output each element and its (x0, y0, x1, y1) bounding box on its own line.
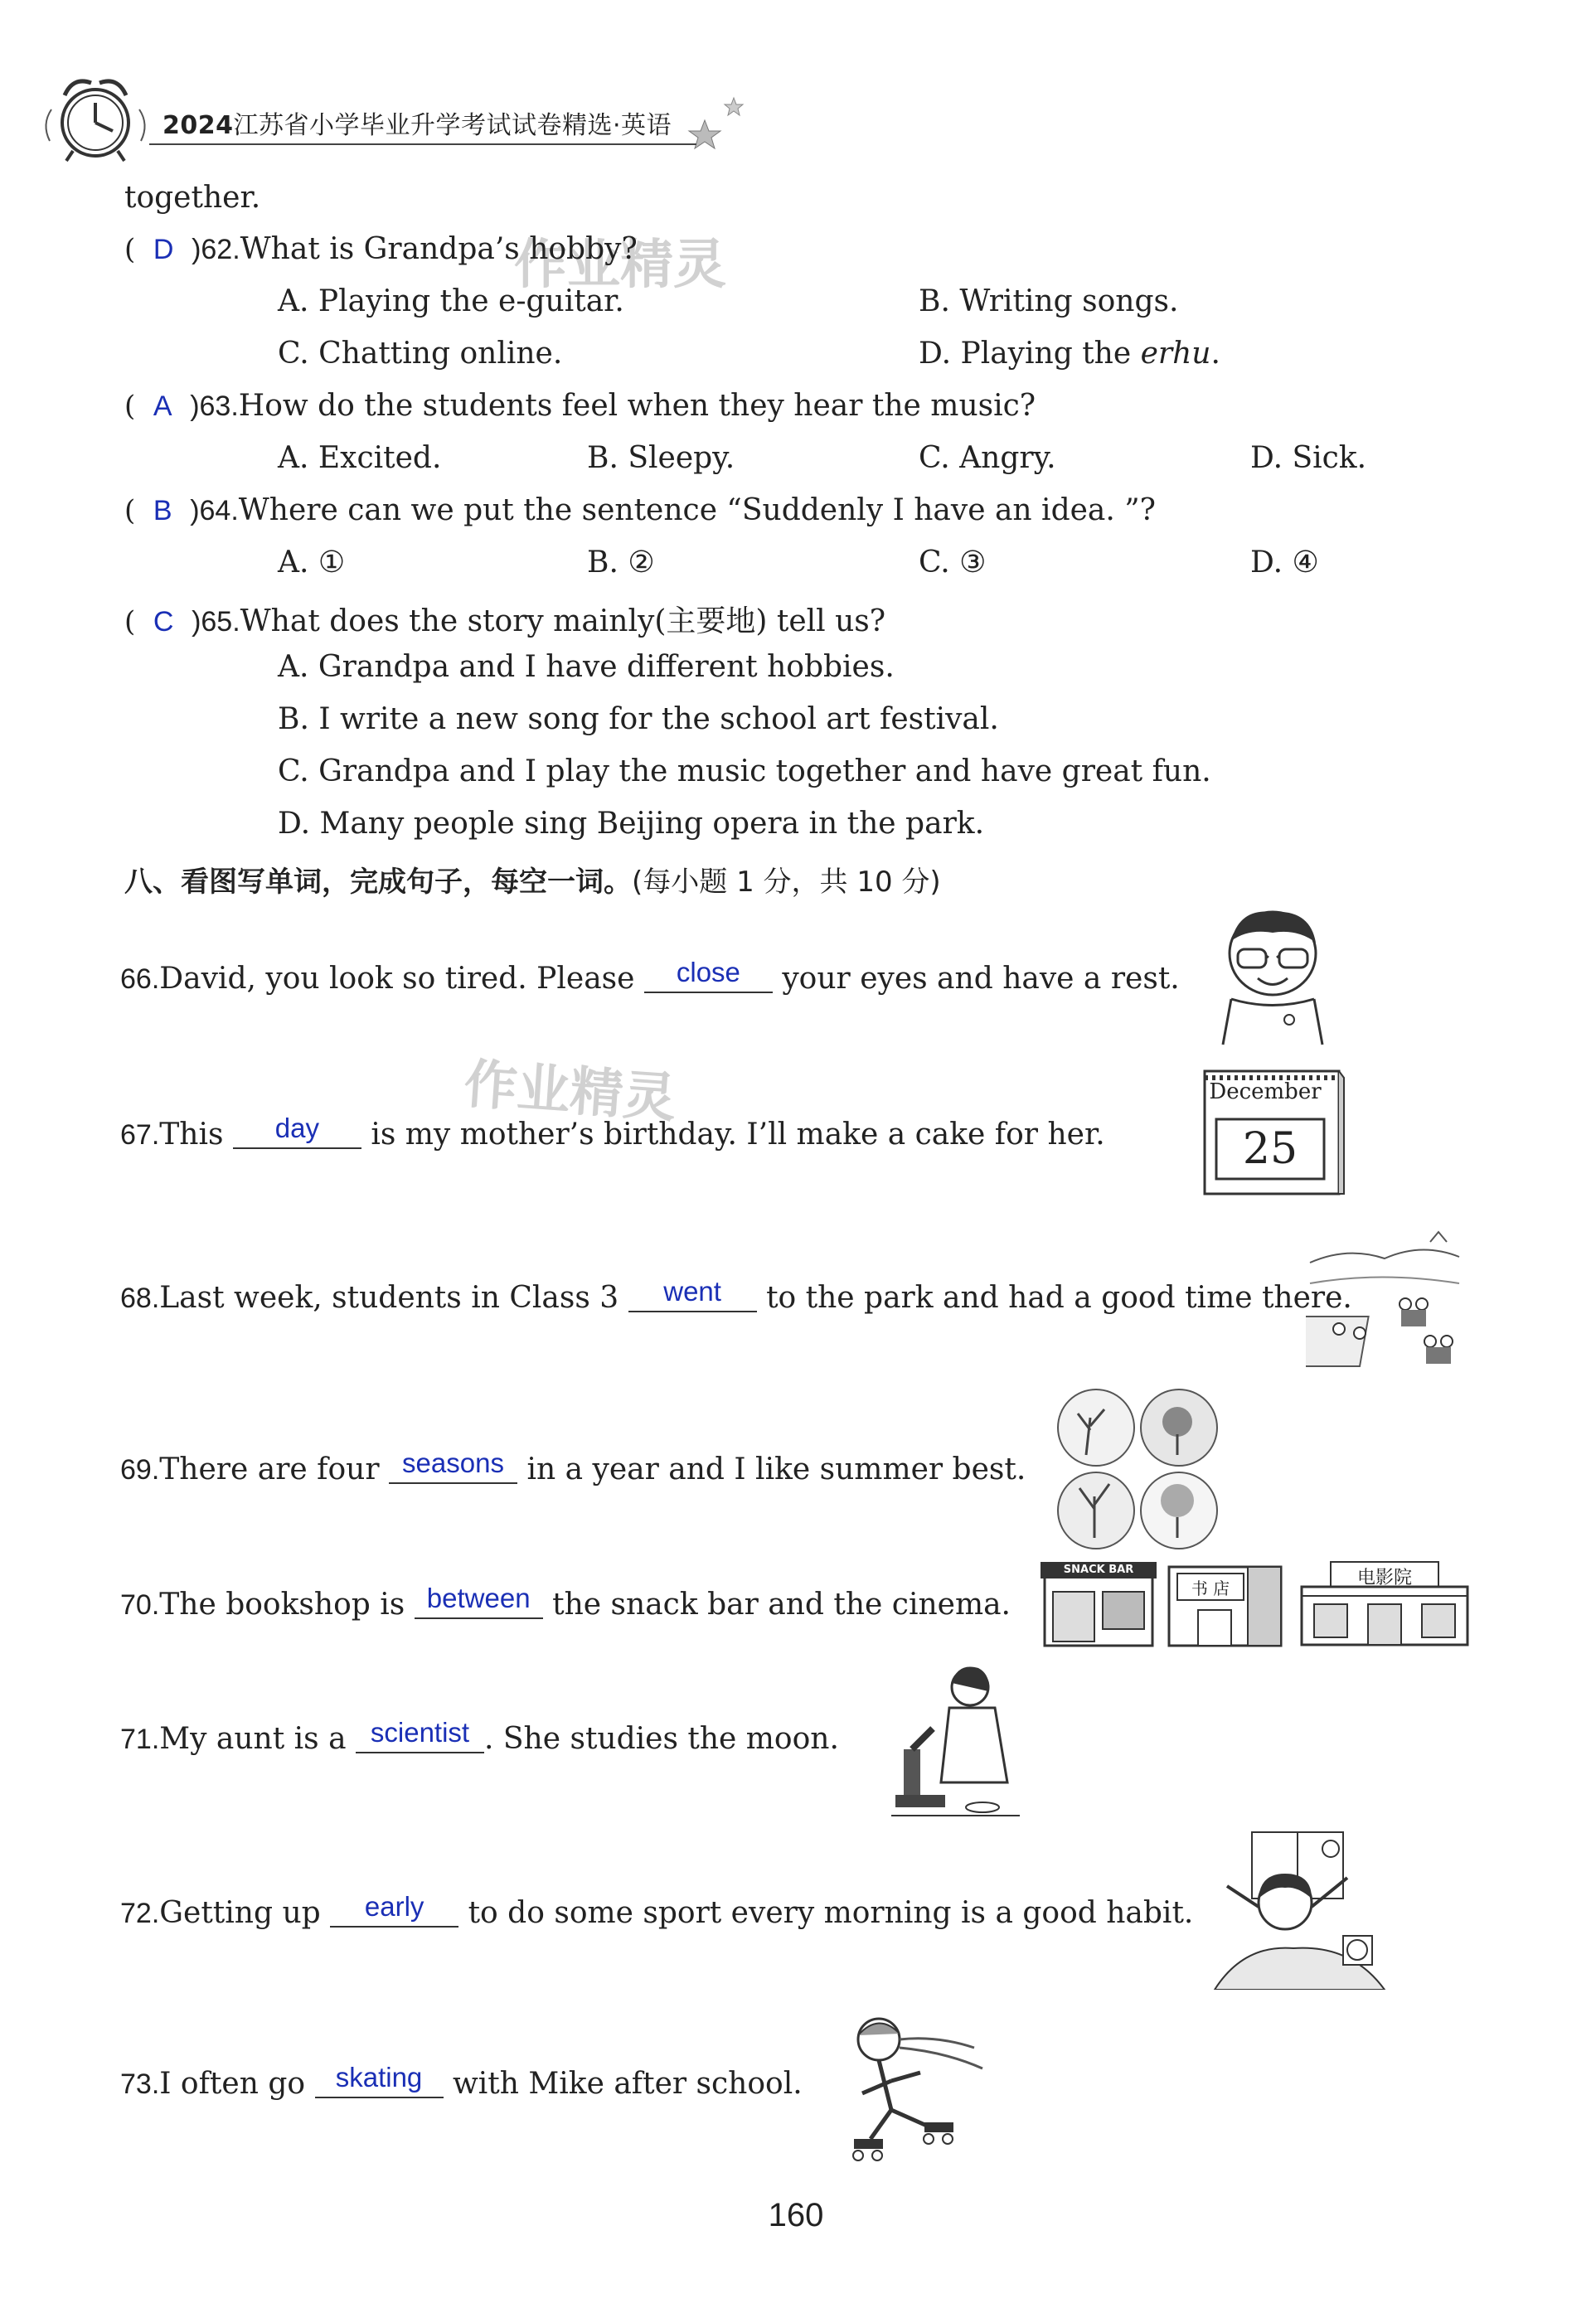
calendar-day: 25 (1242, 1124, 1298, 1174)
bookshop-sign: 书 店 (1191, 1578, 1230, 1598)
option-62-c: C. Chatting online. (278, 337, 563, 371)
fill-72: 72.Getting up early to do some sport every morning is a good habit. (120, 1891, 1194, 1930)
boy-closing-eyes-picture (1206, 908, 1339, 1049)
fill-68: 68.Last week, students in Class 3 went to the park and had a good time there. (120, 1276, 1352, 1315)
fill-69: 69.There are four seasons in a year and I like summer best. (120, 1448, 1026, 1486)
blank-70: between (415, 1586, 543, 1619)
option-64-a: A. ① (278, 546, 346, 580)
child-waking-up-picture (1210, 1828, 1389, 1990)
option-62-a: A. Playing the e-guitar. (278, 284, 624, 318)
option-65-d: D. Many people sing Beijing opera in the park. (278, 807, 985, 841)
option-65-b: B. I write a new song for the school art festival. (278, 702, 999, 736)
option-64-c: C. ③ (919, 546, 987, 580)
park-outing-picture (1306, 1225, 1463, 1379)
watermark: 作业精灵 (514, 235, 726, 296)
blank-73: skating (315, 2065, 444, 2098)
question-65: ( C )65.What does the story mainly(主要地) tell us? (124, 604, 886, 638)
header-divider (149, 143, 696, 145)
cinema-sign: 电影院 (1356, 1568, 1412, 1588)
option-62-d: D. Playing the erhu. (919, 337, 1220, 371)
blank-71: scientist (356, 1720, 484, 1753)
blank-68: went (628, 1279, 757, 1312)
option-63-b: B. Sleepy. (587, 441, 735, 475)
fill-66: 66.David, you look so tired. Please close your eyes and have a rest. (120, 957, 1180, 996)
blank-67: day (233, 1116, 361, 1149)
blank-66: close (644, 960, 773, 993)
scientist-microscope-picture (883, 1658, 1028, 1824)
passage-continuation: together. (124, 181, 261, 215)
option-65-a: A. Grandpa and I have different hobbies. (278, 650, 895, 684)
blank-72: early (330, 1894, 458, 1928)
header-title: 2024江苏省小学毕业升学考试试卷精选·英语 (163, 111, 672, 140)
fill-70: 70.The bookshop is between the snack bar and the cinema. (120, 1583, 1011, 1622)
answer-63: A (153, 390, 172, 422)
section-8-heading: 八、看图写单词，完成句子，每空一词。(每小题 1 分，共 10 分) (124, 866, 941, 899)
option-62-b: B. Writing songs. (919, 284, 1179, 318)
calendar-month: December (1209, 1079, 1322, 1104)
fill-71: 71.My aunt is a scientist . She studies the moon. (120, 1717, 839, 1756)
option-65-c: C. Grandpa and I play the music together and have great fun. (278, 754, 1211, 788)
page-number: 160 (768, 2197, 824, 2233)
fill-67: 67.This day is my mother’s birthday. I’ll make a cake for her. (120, 1113, 1105, 1152)
fill-73: 73.I often go skating with Mike after school. (120, 2062, 803, 2101)
option-63-d: D. Sick. (1250, 441, 1367, 475)
question-63: ( A )63.How do the students feel when they hear the music? (124, 389, 1036, 423)
blank-69: seasons (389, 1451, 517, 1484)
question-62: ( D )62.What is Grandpa’s hobby? (124, 232, 638, 266)
bookshop-picture (1165, 1559, 1285, 1650)
four-seasons-picture (1053, 1384, 1223, 1554)
answer-65: C (153, 606, 174, 638)
option-63-c: C. Angry. (919, 441, 1056, 475)
option-63-a: A. Excited. (278, 441, 442, 475)
option-64-b: B. ② (587, 546, 655, 580)
answer-64: B (153, 495, 172, 526)
roller-skater-picture (829, 2002, 991, 2168)
answer-62: D (153, 234, 174, 265)
snack-bar-sign: SNACK BAR (1063, 1564, 1134, 1576)
option-64-d: D. ④ (1250, 546, 1319, 580)
watermark: 作业精灵 (462, 1054, 678, 1130)
question-64: ( B )64.Where can we put the sentence “Suddenly I have an idea. ”? (124, 493, 1156, 527)
